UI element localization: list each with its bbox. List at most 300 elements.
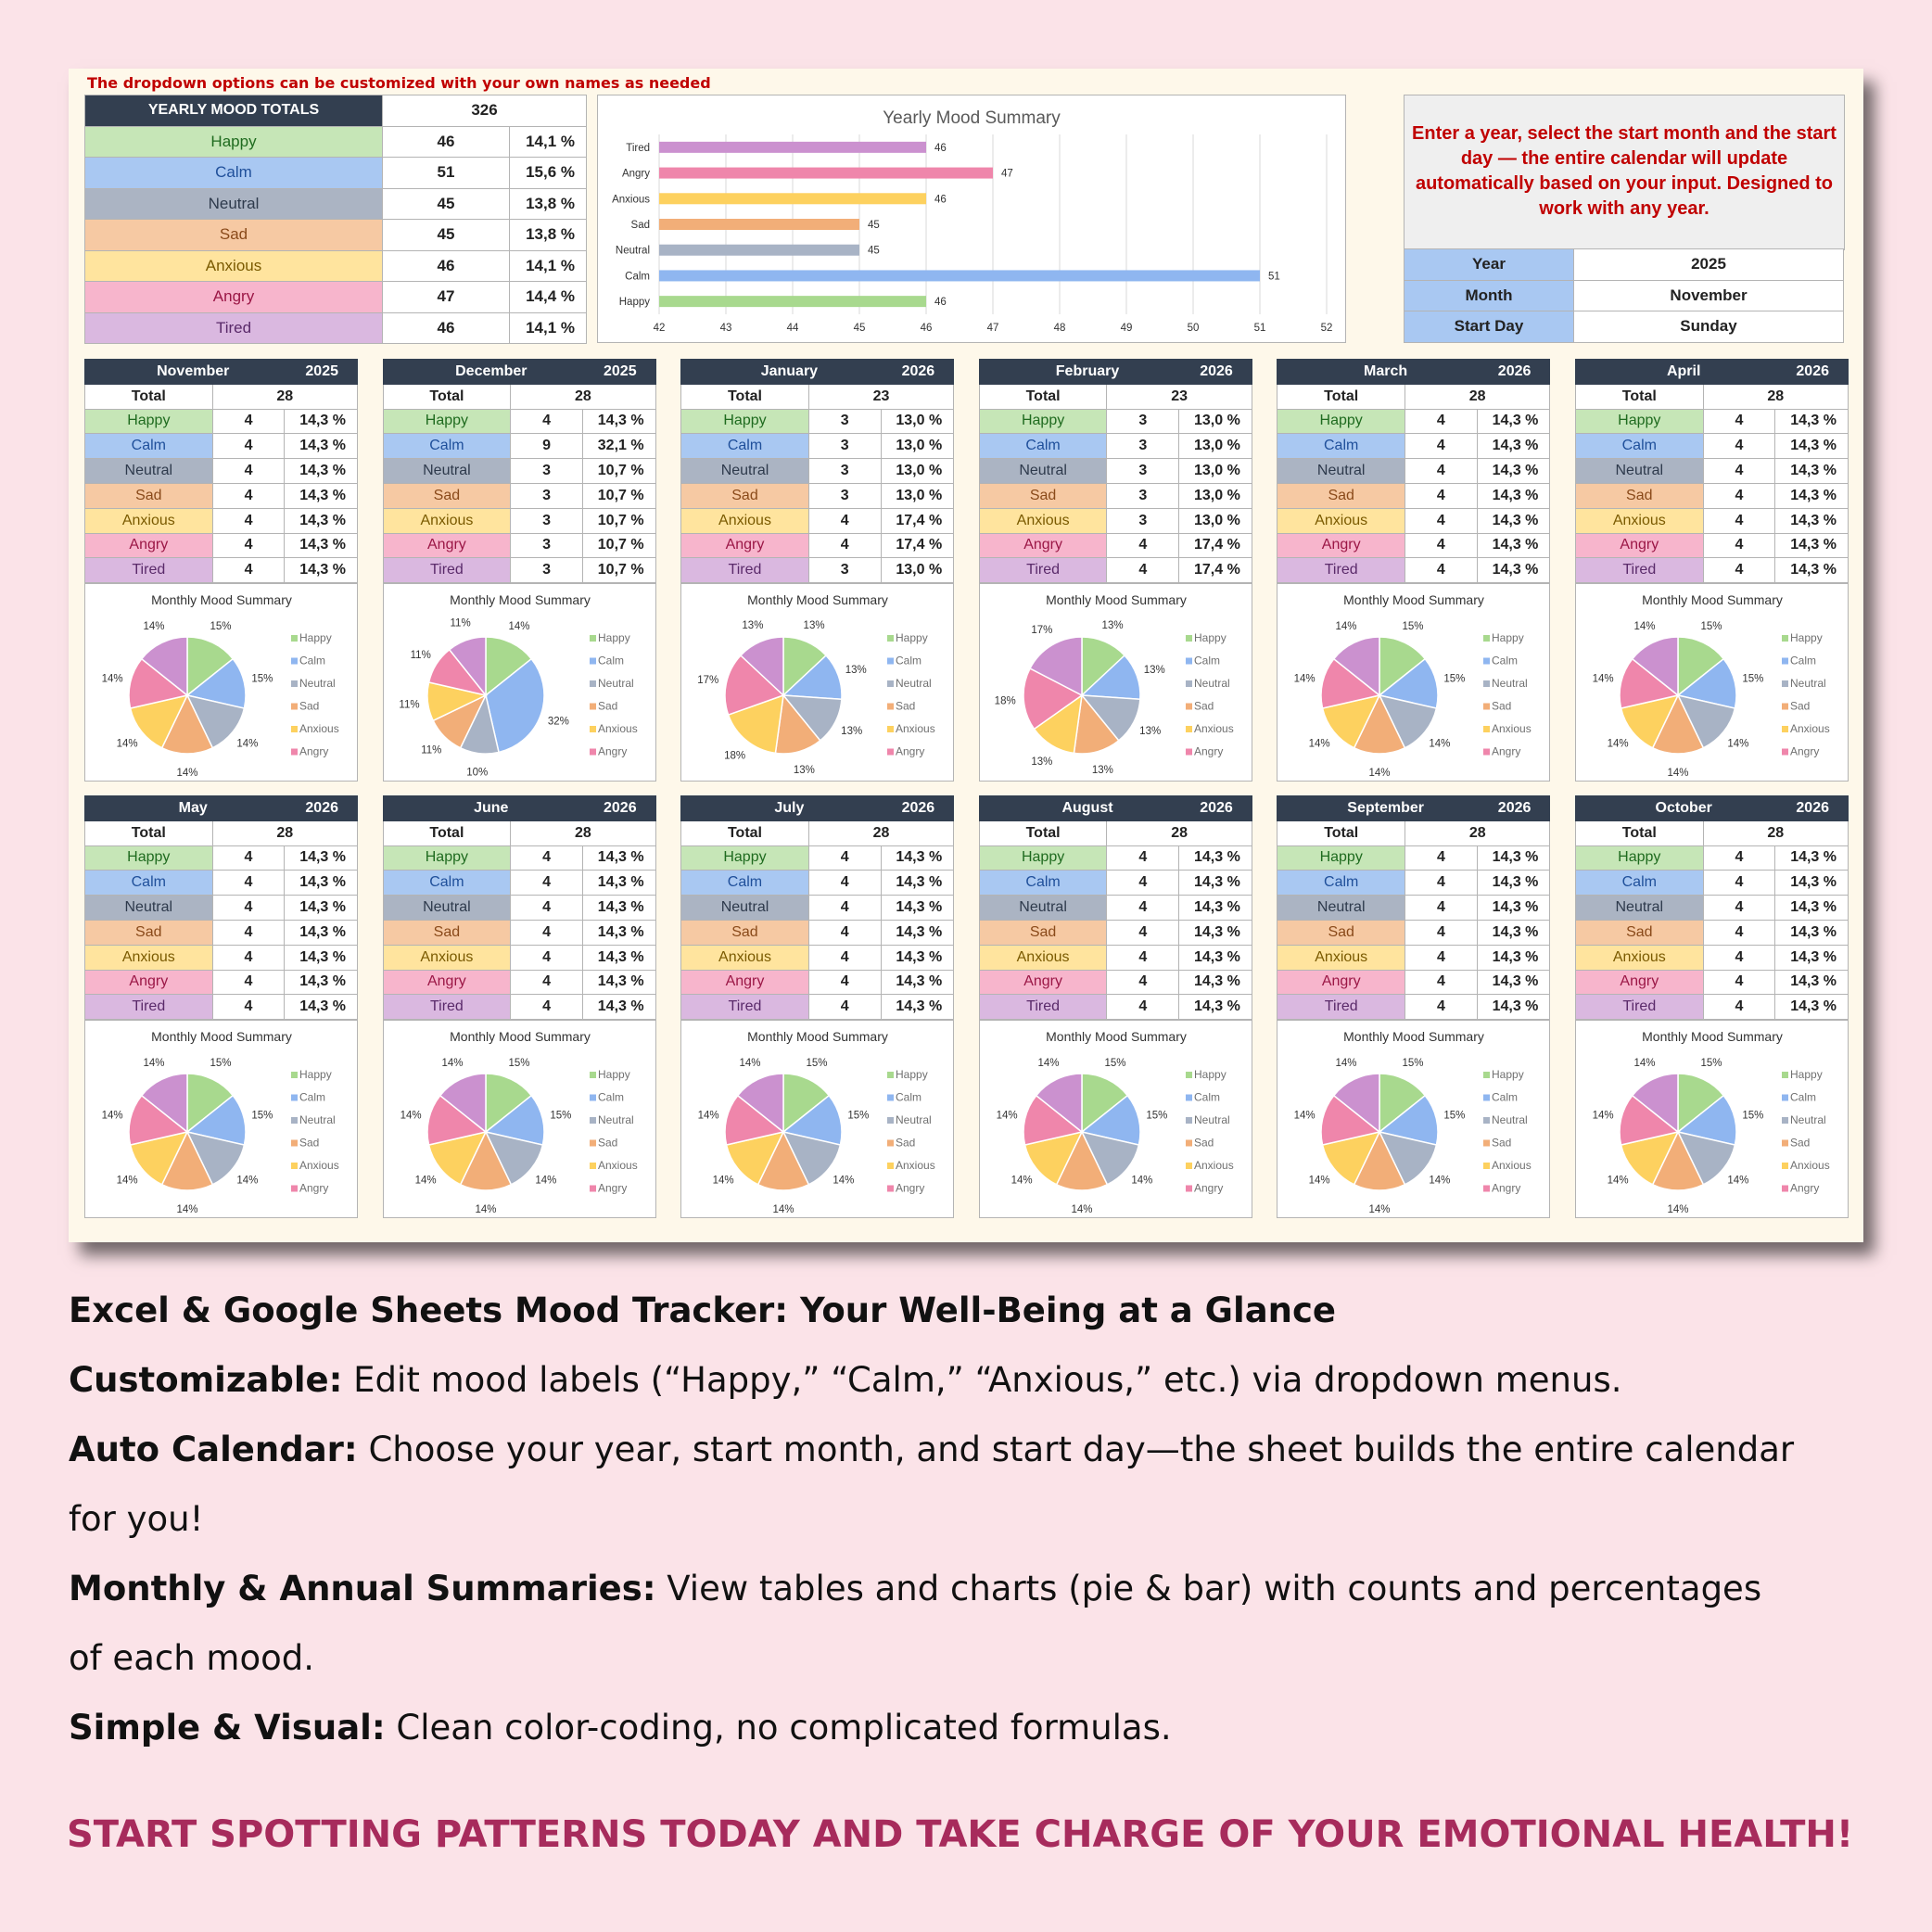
legend-swatch <box>291 658 298 665</box>
mood-label[interactable]: Sad <box>1277 920 1405 945</box>
month-block-july <box>680 795 954 1218</box>
mood-count: 4 <box>1405 483 1477 508</box>
legend-label: Angry <box>1790 1181 1820 1195</box>
mood-label[interactable]: Anxious <box>1576 508 1704 533</box>
mood-label[interactable]: Sad <box>979 483 1107 508</box>
mood-label[interactable]: Anxious <box>1576 945 1704 970</box>
mood-label[interactable]: Calm <box>979 434 1107 459</box>
legend-label: Anxious <box>299 722 339 736</box>
total-label: Total <box>681 384 809 409</box>
mood-label[interactable]: Happy <box>1576 409 1704 434</box>
month-mood-row <box>85 920 358 945</box>
mood-count: 46 <box>383 126 510 158</box>
mood-label[interactable]: Tired <box>681 558 809 583</box>
mood-percent: 14,3 % <box>285 508 358 533</box>
mood-label[interactable]: Happy <box>681 845 809 871</box>
pie-label: 14% <box>739 1058 761 1070</box>
legend-label: Sad <box>299 699 320 713</box>
month-table <box>1277 795 1550 1020</box>
legend-label: Anxious <box>299 1159 339 1173</box>
month-mood-row <box>383 533 655 558</box>
bar-chart-title: Yearly Mood Summary <box>883 108 1061 128</box>
mood-count: 4 <box>1107 945 1179 970</box>
mood-label[interactable]: Happy <box>85 126 383 158</box>
mood-percent: 14,3 % <box>285 434 358 459</box>
legend-swatch <box>887 1095 894 1101</box>
mood-count: 4 <box>1703 896 1775 921</box>
mood-label[interactable]: Calm <box>383 434 511 459</box>
mood-percent: 13,0 % <box>881 558 954 583</box>
legend-swatch <box>291 1140 298 1147</box>
mood-label[interactable]: Tired <box>383 995 511 1020</box>
mood-label[interactable]: Anxious <box>383 945 511 970</box>
month-mood-row <box>979 970 1252 995</box>
mood-label[interactable]: Sad <box>1277 483 1405 508</box>
month-mood-row <box>1277 434 1550 459</box>
mood-percent: 14,3 % <box>1477 434 1550 459</box>
legend-swatch <box>887 1140 894 1147</box>
bar-value-label: 51 <box>1268 271 1280 283</box>
mood-label[interactable]: Neutral <box>1576 459 1704 484</box>
mood-label[interactable]: Angry <box>1576 970 1704 995</box>
pie-label: 15% <box>806 1058 828 1070</box>
month-mood-row <box>1576 459 1849 484</box>
mood-count: 46 <box>383 312 510 344</box>
pie-label: 14% <box>1667 1204 1689 1216</box>
mood-percent: 14,3 % <box>285 483 358 508</box>
x-tick-label: 52 <box>1320 323 1333 334</box>
month-year: 2026 <box>1179 360 1252 385</box>
pie-label: 15% <box>1443 1110 1466 1122</box>
mood-label[interactable]: Neutral <box>383 896 511 921</box>
mood-percent: 10,7 % <box>583 459 656 484</box>
legend-swatch <box>590 635 596 642</box>
pie-label: 14% <box>1607 738 1629 750</box>
legend-swatch <box>1782 1117 1788 1124</box>
pie-title: Monthly Mood Summary <box>1343 1029 1485 1045</box>
legend-label: Neutral <box>1492 677 1529 691</box>
legend-swatch <box>590 1140 596 1147</box>
mood-count: 4 <box>1703 871 1775 896</box>
pie-svg <box>1576 1021 1848 1217</box>
bar-calm <box>659 270 1260 281</box>
mood-percent: 14,3 % <box>1477 533 1550 558</box>
legend-label: Sad <box>597 1136 617 1150</box>
month-mood-row <box>1277 871 1550 896</box>
mood-label[interactable]: Angry <box>85 970 213 995</box>
legend-label: Neutral <box>597 1113 634 1127</box>
mood-label[interactable]: Calm <box>1277 871 1405 896</box>
pie-label: 14% <box>400 1110 422 1122</box>
mood-percent: 14,3 % <box>582 995 655 1020</box>
yearly-row <box>85 188 587 220</box>
mood-count: 4 <box>212 558 285 583</box>
mood-label[interactable]: Anxious <box>1277 945 1405 970</box>
mood-label[interactable]: Neutral <box>681 459 809 484</box>
mood-label[interactable]: Calm <box>681 434 809 459</box>
mood-percent: 10,7 % <box>583 533 656 558</box>
legend-swatch <box>590 1163 596 1169</box>
mood-label[interactable]: Tired <box>85 312 383 344</box>
setting-label: Start Day <box>1405 311 1574 343</box>
mood-percent: 14,3 % <box>285 945 358 970</box>
x-tick-label: 50 <box>1187 323 1200 334</box>
mood-count: 4 <box>1703 970 1775 995</box>
month-mood-row <box>1576 995 1849 1020</box>
customization-note: The dropdown options can be customized with your own names as needed <box>87 74 711 92</box>
mood-label[interactable]: Calm <box>383 871 511 896</box>
yearly-row <box>85 220 587 251</box>
mood-label[interactable]: Neutral <box>85 459 213 484</box>
month-total: 23 <box>808 384 953 409</box>
mood-count: 46 <box>383 250 510 282</box>
mood-label[interactable]: Sad <box>1576 920 1704 945</box>
legend-label: Happy <box>1790 631 1823 645</box>
mood-percent: 14,3 % <box>582 871 655 896</box>
mood-label[interactable]: Tired <box>681 995 809 1020</box>
legend-label: Calm <box>1492 654 1519 667</box>
legend-label: Calm <box>1193 1090 1220 1104</box>
legend-swatch <box>1483 1140 1490 1147</box>
mood-label[interactable]: Angry <box>1576 533 1704 558</box>
mood-label[interactable]: Tired <box>979 995 1107 1020</box>
mood-label[interactable]: Sad <box>979 920 1107 945</box>
x-tick-label: 42 <box>653 323 666 334</box>
month-mood-row <box>681 896 954 921</box>
month-total: 28 <box>1703 820 1848 845</box>
mood-percent: 14,3 % <box>1775 558 1849 583</box>
mood-count: 3 <box>808 459 881 484</box>
mood-label[interactable]: Anxious <box>383 508 511 533</box>
mood-count: 4 <box>1703 459 1775 484</box>
mood-label[interactable]: Angry <box>681 533 809 558</box>
month-total: 28 <box>511 384 655 409</box>
mood-label[interactable]: Happy <box>1277 845 1405 871</box>
mood-count: 4 <box>1107 845 1179 871</box>
monthly-pie-chart <box>979 1020 1252 1218</box>
yearly-total[interactable]: 326 <box>383 95 587 127</box>
mood-percent: 13,0 % <box>1179 459 1252 484</box>
monthly-pie-chart <box>84 1020 358 1218</box>
pie-label: 14% <box>1293 1110 1316 1122</box>
legend-swatch <box>291 726 298 732</box>
mood-label[interactable]: Angry <box>979 533 1107 558</box>
month-table <box>680 795 954 1020</box>
mood-count: 3 <box>1107 459 1179 484</box>
setting-row <box>1405 311 1844 343</box>
month-year: 2026 <box>285 796 358 821</box>
legend-swatch <box>1483 658 1490 665</box>
mood-percent: 14,3 % <box>881 871 954 896</box>
mood-count: 4 <box>511 871 583 896</box>
month-year: 2026 <box>1775 796 1849 821</box>
month-mood-row <box>383 995 655 1020</box>
mood-count: 4 <box>1703 409 1775 434</box>
mood-label[interactable]: Calm <box>1277 434 1405 459</box>
legend-swatch <box>887 1072 894 1078</box>
pie-label: 13% <box>742 620 764 632</box>
mood-count: 4 <box>808 896 881 921</box>
mood-label[interactable]: Calm <box>85 434 213 459</box>
monthly-pie-chart <box>680 583 954 782</box>
mood-label[interactable]: Neutral <box>85 188 383 220</box>
legend-swatch <box>1186 704 1192 710</box>
mood-label[interactable]: Calm <box>979 871 1107 896</box>
mood-label[interactable]: Tired <box>383 558 511 583</box>
pie-svg <box>85 584 357 781</box>
setting-value[interactable]: Sunday <box>1574 311 1844 343</box>
mood-count: 4 <box>1703 995 1775 1020</box>
month-total-row <box>383 820 655 845</box>
month-mood-row <box>681 845 954 871</box>
feature-title: Simple & Visual: <box>69 1708 386 1748</box>
legend-swatch <box>1186 1095 1192 1101</box>
mood-label[interactable]: Tired <box>1277 995 1405 1020</box>
mood-label[interactable]: Calm <box>85 158 383 189</box>
legend-label: Neutral <box>597 677 634 691</box>
mood-label[interactable]: Tired <box>1277 558 1405 583</box>
mood-label[interactable]: Calm <box>681 871 809 896</box>
legend-swatch <box>887 680 894 687</box>
mood-label[interactable]: Anxious <box>1277 508 1405 533</box>
pie-label: 14% <box>101 1110 123 1122</box>
legend-label: Anxious <box>1790 1159 1830 1173</box>
mood-label[interactable]: Neutral <box>1277 896 1405 921</box>
yearly-bar-chart <box>597 95 1346 343</box>
legend-label: Calm <box>597 654 624 667</box>
mood-percent: 14,3 % <box>1179 845 1252 871</box>
mood-count: 3 <box>1107 483 1179 508</box>
mood-label[interactable]: Sad <box>383 920 511 945</box>
mood-count: 4 <box>511 970 583 995</box>
legend-label: Anxious <box>1492 1159 1532 1173</box>
legend-swatch <box>1483 1072 1490 1078</box>
mood-label[interactable]: Happy <box>681 409 809 434</box>
mood-label[interactable]: Tired <box>85 558 213 583</box>
mood-label[interactable]: Happy <box>85 845 213 871</box>
pie-label: 14% <box>1308 738 1331 750</box>
mood-label[interactable]: Angry <box>85 282 383 313</box>
mood-label[interactable]: Tired <box>1576 558 1704 583</box>
pie-label: 13% <box>803 620 825 632</box>
pie-label: 14% <box>1727 1175 1749 1187</box>
legend-swatch <box>1186 1186 1192 1192</box>
pie-label: 14% <box>508 621 530 633</box>
mood-percent: 14,3 % <box>582 845 655 871</box>
pie-label: 15% <box>251 673 273 685</box>
mood-percent: 13,0 % <box>881 434 954 459</box>
y-category-label: Calm <box>625 271 650 283</box>
legend-swatch <box>291 1095 298 1101</box>
mood-label[interactable]: Neutral <box>681 896 809 921</box>
legend-label: Calm <box>1193 654 1220 667</box>
pie-label: 18% <box>994 695 1016 707</box>
mood-count: 4 <box>1703 508 1775 533</box>
pie-label: 14% <box>1335 1058 1357 1070</box>
mood-label[interactable]: Anxious <box>85 250 383 282</box>
mood-percent: 14,3 % <box>881 970 954 995</box>
month-block-may <box>84 795 358 1218</box>
mood-label[interactable]: Neutral <box>1576 896 1704 921</box>
mood-count: 3 <box>511 508 583 533</box>
month-mood-row <box>1277 896 1550 921</box>
mood-label[interactable]: Happy <box>979 845 1107 871</box>
x-tick-label: 45 <box>853 323 866 334</box>
setting-value[interactable]: 2025 <box>1574 249 1844 281</box>
mood-label[interactable]: Happy <box>383 409 511 434</box>
month-mood-row <box>979 409 1252 434</box>
mood-label[interactable]: Anxious <box>681 508 809 533</box>
legend-label: Sad <box>1492 699 1512 713</box>
mood-label[interactable]: Happy <box>979 409 1107 434</box>
mood-label[interactable]: Anxious <box>681 945 809 970</box>
mood-count: 4 <box>1405 945 1478 970</box>
month-mood-row <box>1277 533 1550 558</box>
legend-label: Happy <box>299 631 332 645</box>
mood-label[interactable]: Angry <box>681 970 809 995</box>
mood-percent: 10,7 % <box>583 508 656 533</box>
mood-label[interactable]: Anxious <box>979 945 1107 970</box>
pie-label: 14% <box>712 1175 734 1187</box>
mood-count: 4 <box>212 508 285 533</box>
month-total: 28 <box>808 820 953 845</box>
instructions-text: Enter a year, select the start month and the start day — the entire calendar will update automatically based on your input. Designed to work with any year. <box>1412 123 1837 219</box>
mood-percent: 14,3 % <box>1775 896 1849 921</box>
month-block-november <box>84 359 358 782</box>
mood-label[interactable]: Angry <box>979 970 1107 995</box>
mood-label[interactable]: Calm <box>1576 871 1704 896</box>
mood-label[interactable]: Sad <box>681 920 809 945</box>
mood-label[interactable]: Angry <box>383 533 511 558</box>
month-mood-row <box>979 434 1252 459</box>
mood-percent: 14,3 % <box>285 920 358 945</box>
mood-count: 4 <box>1703 920 1775 945</box>
pie-label: 14% <box>1429 1175 1451 1187</box>
feature-title: Monthly & Annual Summaries: <box>69 1569 656 1608</box>
mood-count: 4 <box>808 871 881 896</box>
total-label: Total <box>85 820 213 845</box>
legend-label: Angry <box>1193 744 1224 758</box>
month-name: April <box>1576 360 1775 385</box>
mood-label[interactable]: Angry <box>383 970 511 995</box>
mood-label[interactable]: Anxious <box>979 508 1107 533</box>
mood-count: 4 <box>1703 558 1775 583</box>
mood-label[interactable]: Sad <box>85 483 213 508</box>
legend-swatch <box>887 726 894 732</box>
mood-percent: 14,3 % <box>1477 409 1550 434</box>
monthly-pie-chart <box>1575 583 1849 782</box>
pie-label: 14% <box>833 1175 855 1187</box>
total-label: Total <box>85 384 213 409</box>
mood-label[interactable]: Anxious <box>85 508 213 533</box>
month-total-row <box>681 820 954 845</box>
mood-label[interactable]: Sad <box>383 483 511 508</box>
mood-label[interactable]: Anxious <box>85 945 213 970</box>
pie-label: 14% <box>116 1175 138 1187</box>
month-mood-row <box>1576 434 1849 459</box>
legend-label: Neutral <box>896 1113 932 1127</box>
mood-count: 4 <box>212 871 285 896</box>
mood-label[interactable]: Calm <box>1576 434 1704 459</box>
legend-label: Sad <box>1193 699 1214 713</box>
pie-label: 32% <box>547 716 569 728</box>
mood-count: 3 <box>1107 409 1179 434</box>
setting-value[interactable]: November <box>1574 280 1844 311</box>
month-mood-row <box>979 871 1252 896</box>
mood-label[interactable]: Angry <box>85 533 213 558</box>
mood-label[interactable]: Calm <box>85 871 213 896</box>
mood-label[interactable]: Neutral <box>979 459 1107 484</box>
mood-label[interactable]: Neutral <box>979 896 1107 921</box>
pie-label: 18% <box>724 750 746 762</box>
mood-label[interactable]: Happy <box>85 409 213 434</box>
mood-percent: 14,3 % <box>582 945 655 970</box>
pie-label: 14% <box>996 1110 1018 1122</box>
mood-label[interactable]: Sad <box>85 920 213 945</box>
month-mood-row <box>85 945 358 970</box>
mood-percent: 14,3 % <box>1477 845 1550 871</box>
mood-count: 4 <box>212 483 285 508</box>
mood-count: 4 <box>511 896 583 921</box>
legend-label: Neutral <box>896 677 932 691</box>
mood-count: 4 <box>808 845 881 871</box>
setting-label: Month <box>1405 280 1574 311</box>
month-block-december <box>383 359 656 782</box>
mood-label[interactable]: Angry <box>1277 970 1405 995</box>
mood-label[interactable]: Tired <box>979 558 1107 583</box>
mood-percent: 14,3 % <box>1775 459 1849 484</box>
mood-label[interactable]: Happy <box>383 845 511 871</box>
mood-count: 4 <box>212 459 285 484</box>
pie-title: Monthly Mood Summary <box>1642 592 1783 608</box>
mood-label[interactable]: Neutral <box>1277 459 1405 484</box>
mood-count: 3 <box>511 483 583 508</box>
feature-continuation: of each mood. <box>69 1638 314 1678</box>
month-mood-row <box>1277 945 1550 970</box>
mood-label[interactable]: Angry <box>1277 533 1405 558</box>
month-mood-row <box>383 920 655 945</box>
mood-label[interactable]: Happy <box>1277 409 1405 434</box>
mood-label[interactable]: Sad <box>1576 483 1704 508</box>
mood-count: 4 <box>1107 995 1179 1020</box>
legend-label: Anxious <box>1790 722 1830 736</box>
pie-label: 14% <box>176 1204 198 1216</box>
mood-label[interactable]: Neutral <box>85 896 213 921</box>
mood-count: 3 <box>511 533 583 558</box>
bar-sad <box>659 219 859 230</box>
mood-label[interactable]: Sad <box>85 220 383 251</box>
mood-percent: 10,7 % <box>583 558 656 583</box>
total-label: Total <box>979 384 1107 409</box>
mood-label[interactable]: Happy <box>1576 845 1704 871</box>
mood-label[interactable]: Tired <box>85 995 213 1020</box>
month-year: 2026 <box>1179 796 1252 821</box>
legend-swatch <box>887 635 894 642</box>
mood-percent: 14,3 % <box>1179 970 1252 995</box>
month-name: February <box>979 360 1178 385</box>
mood-count: 4 <box>808 995 881 1020</box>
mood-count: 4 <box>511 409 583 434</box>
setting-label: Year <box>1405 249 1574 281</box>
legend-swatch <box>590 749 596 756</box>
month-mood-row <box>1576 896 1849 921</box>
mood-label[interactable]: Sad <box>681 483 809 508</box>
mood-label[interactable]: Tired <box>1576 995 1704 1020</box>
month-mood-row <box>85 409 358 434</box>
mood-percent: 14,3 % <box>1477 920 1550 945</box>
mood-label[interactable]: Neutral <box>383 459 511 484</box>
mood-percent: 14,3 % <box>1179 995 1252 1020</box>
